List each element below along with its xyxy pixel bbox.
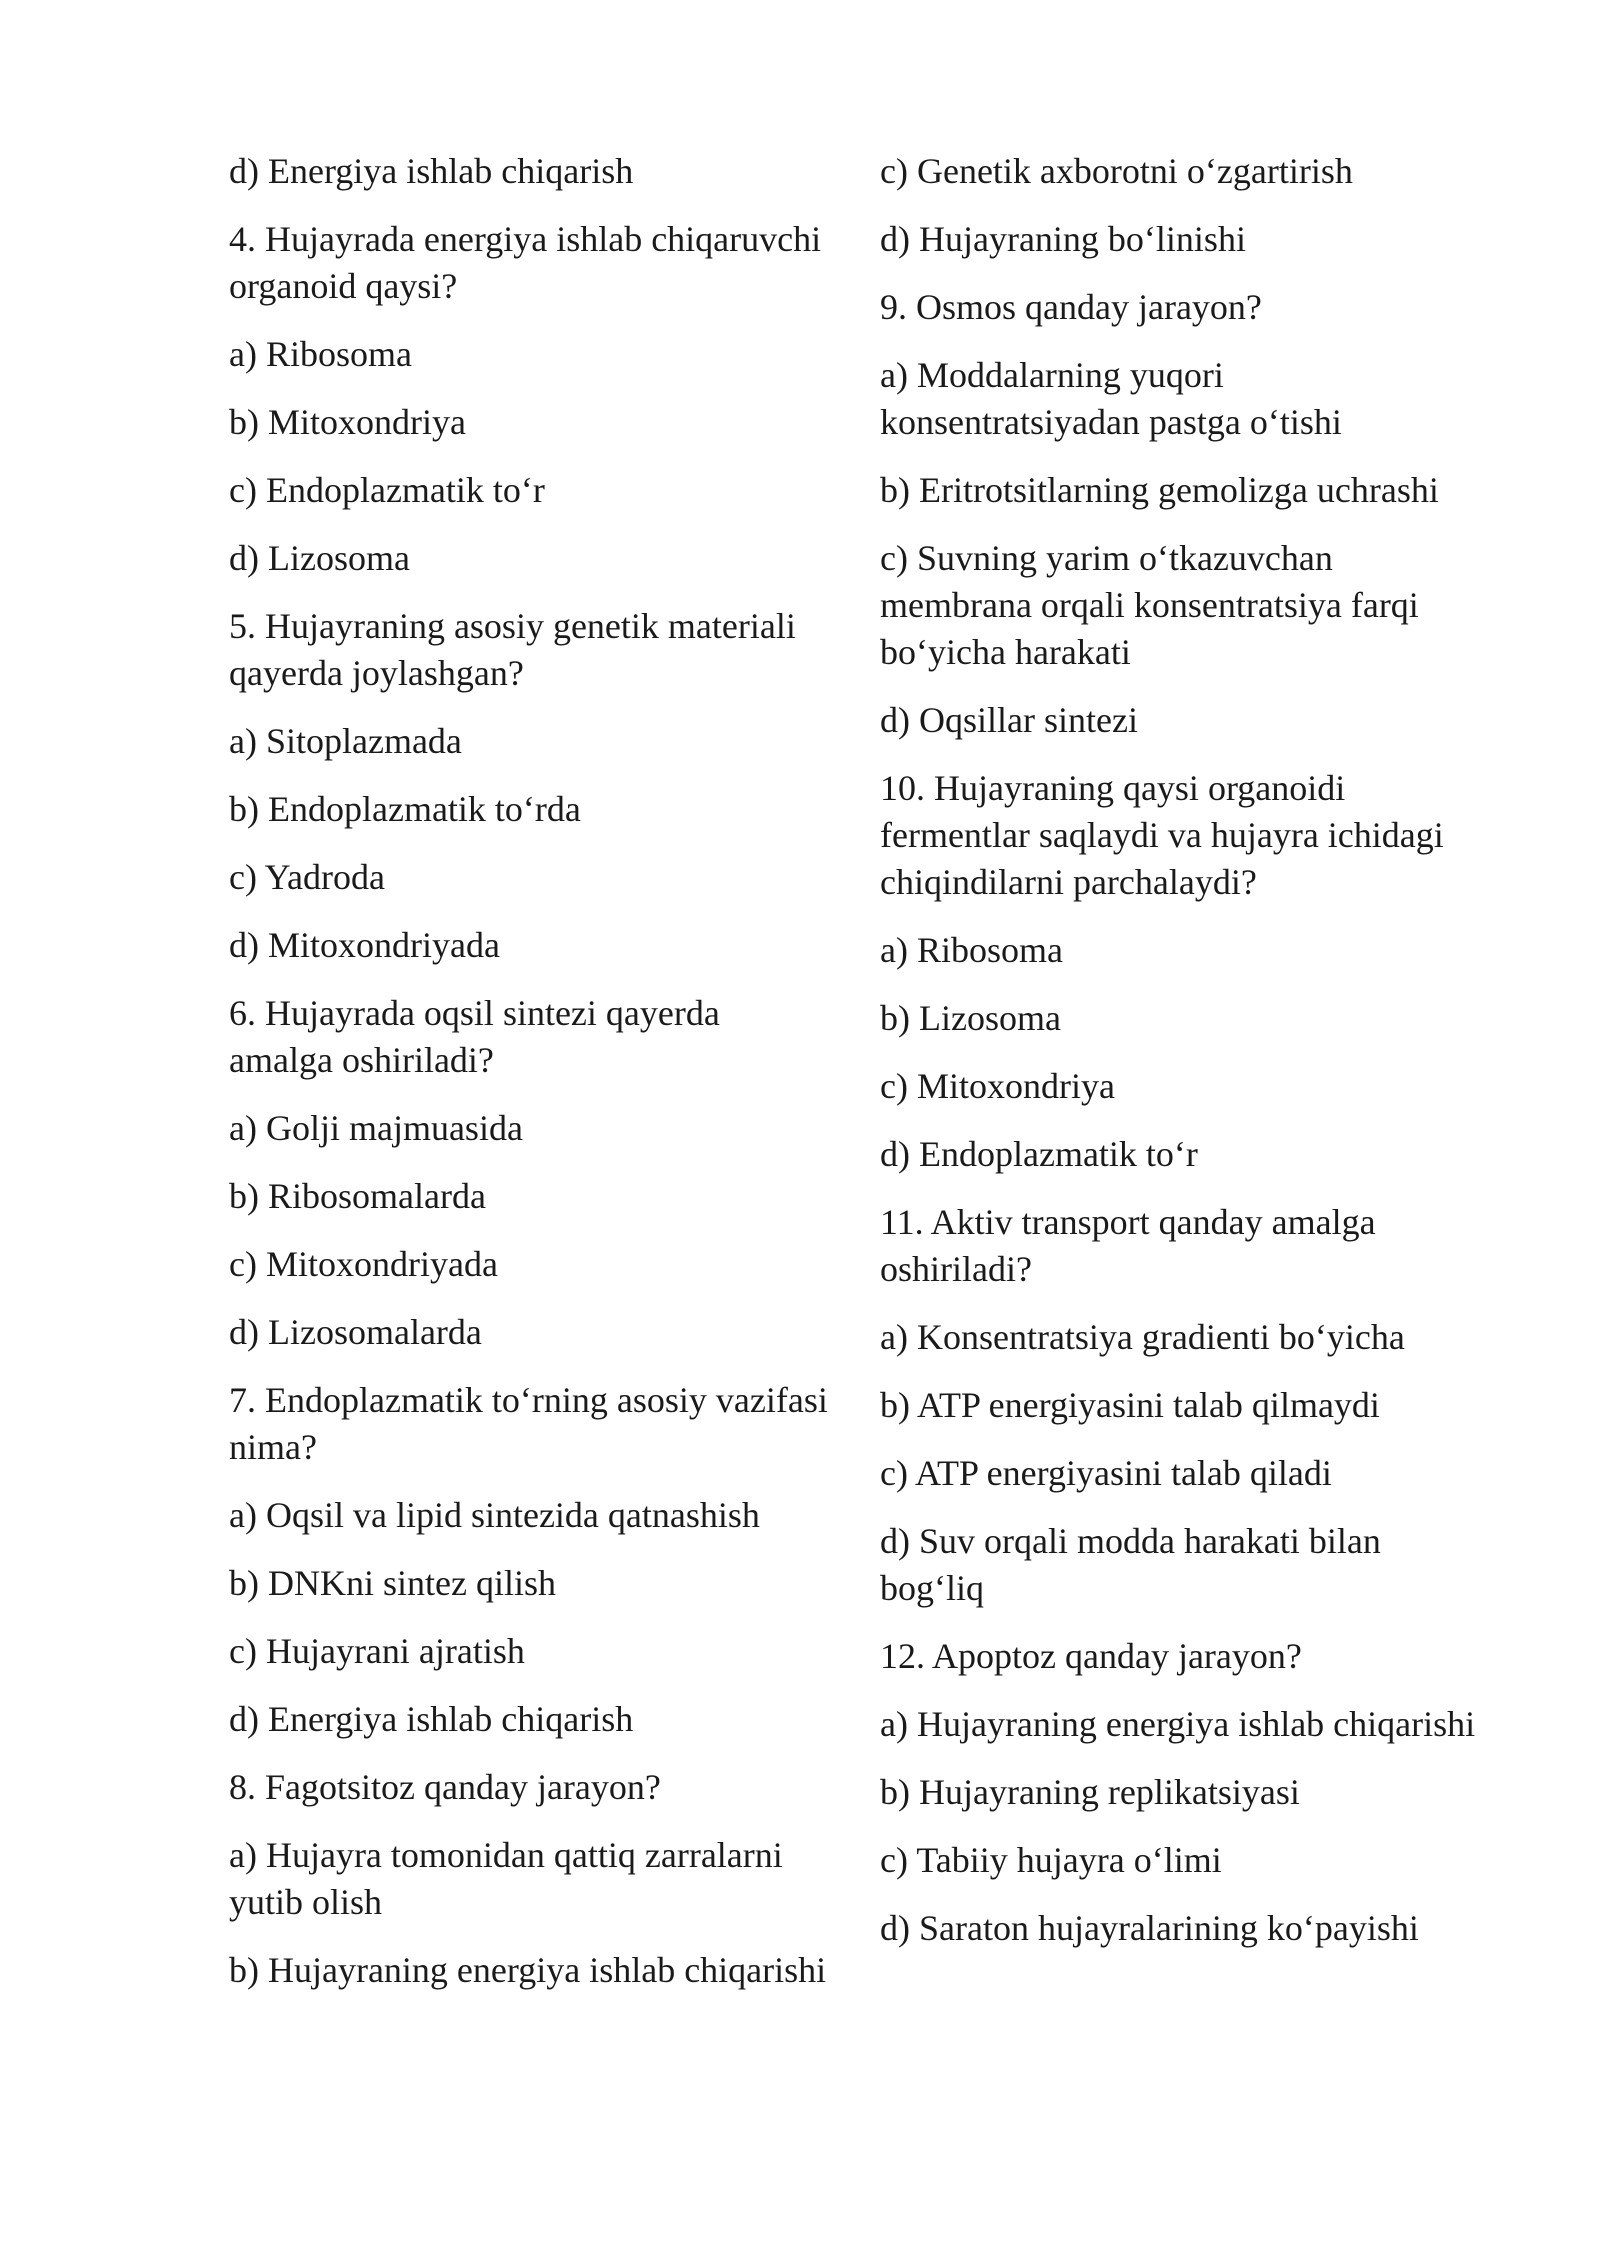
answer-option: b) Hujayraning energiya ishlab chiqarishi [229, 1950, 827, 1990]
answer-option: c) Suvning yarim o‘tkazuvchan membrana orqali konsentratsiya farqi bo‘yicha harakati [880, 538, 1419, 672]
answer-option: b) ATP energiyasini talab qilmaydi [880, 1385, 1380, 1425]
answer-option: b) Ribosomalarda [229, 1176, 486, 1216]
question-text: 10. Hujayraning qaysi organoidi fermentlar saqlaydi va hujayra ichidagi chiqindilarni parchalaydi? [880, 768, 1444, 902]
answer-option: d) Saraton hujayralarining ko‘payishi [880, 1908, 1419, 1948]
answer-option: a) Oqsil va lipid sintezida qatnashish [229, 1495, 760, 1535]
answer-option: d) Lizosomalarda [229, 1312, 482, 1352]
answer-option: d) Endoplazmatik to‘r [880, 1134, 1198, 1174]
answer-option: d) Hujayraning bo‘linishi [880, 219, 1246, 259]
answer-option: b) Lizosoma [880, 998, 1061, 1038]
answer-option: c) Hujayrani ajratish [229, 1631, 525, 1671]
answer-option: c) Tabiiy hujayra o‘limi [880, 1840, 1222, 1880]
answer-option: b) Eritrotsitlarning gemolizga uchrashi [880, 470, 1439, 510]
question-text: 7. Endoplazmatik to‘rning asosiy vazifasi nima? [229, 1380, 828, 1467]
answer-option: a) Ribosoma [880, 930, 1063, 970]
answer-option: a) Ribosoma [229, 334, 412, 374]
answer-option: d) Oqsillar sintezi [880, 700, 1138, 740]
answer-option: a) Moddalarning yuqori konsentratsiyadan pastga o‘tishi [880, 355, 1342, 442]
question-text: 4. Hujayrada energiya ishlab chiqaruvchi organoid qaysi? [229, 219, 822, 306]
answer-option: d) Mitoxondriyada [229, 925, 500, 965]
answer-option: c) Mitoxondriyada [229, 1244, 498, 1284]
right-column [880, 148, 1480, 1973]
answer-option: c) Genetik axborotni o‘zgartirish [880, 151, 1353, 191]
answer-option: c) ATP energiyasini talab qiladi [880, 1453, 1332, 1493]
question-text: 11. Aktiv transport qanday amalga oshiriladi? [880, 1202, 1376, 1289]
answer-option: b) Endoplazmatik to‘rda [229, 789, 581, 829]
answer-option: a) Hujayra tomonidan qattiq zarralarni yutib olish [229, 1835, 783, 1922]
answer-option: d) Lizosoma [229, 538, 410, 578]
answer-option: a) Sitoplazmada [229, 721, 462, 761]
answer-option: d) Suv orqali modda harakati bilan bog‘liq [880, 1521, 1381, 1608]
answer-option: b) Hujayraning replikatsiyasi [880, 1772, 1300, 1812]
answer-option: a) Golji majmuasida [229, 1108, 523, 1148]
question-text: 5. Hujayraning asosiy genetik materiali qayerda joylashgan? [229, 606, 796, 693]
answer-option: c) Endoplazmatik to‘r [229, 470, 545, 510]
answer-option: d) Energiya ishlab chiqarish [229, 1699, 634, 1739]
answer-option: a) Konsentratsiya gradienti bo‘yicha [880, 1317, 1405, 1357]
answer-option: c) Yadroda [229, 857, 385, 897]
answer-option: a) Hujayraning energiya ishlab chiqarishi [880, 1704, 1476, 1744]
answer-option: b) Mitoxondriya [229, 402, 466, 442]
answer-option: d) Energiya ishlab chiqarish [229, 151, 634, 191]
question-text: 9. Osmos qanday jarayon? [880, 287, 1262, 327]
question-text: 8. Fagotsitoz qanday jarayon? [229, 1767, 661, 1807]
left-column [229, 148, 829, 2015]
question-text: 12. Apoptoz qanday jarayon? [880, 1636, 1302, 1676]
answer-option: c) Mitoxondriya [880, 1066, 1115, 1106]
answer-option: b) DNKni sintez qilish [229, 1563, 556, 1603]
question-text: 6. Hujayrada oqsil sintezi qayerda amalga oshiriladi? [229, 993, 720, 1080]
